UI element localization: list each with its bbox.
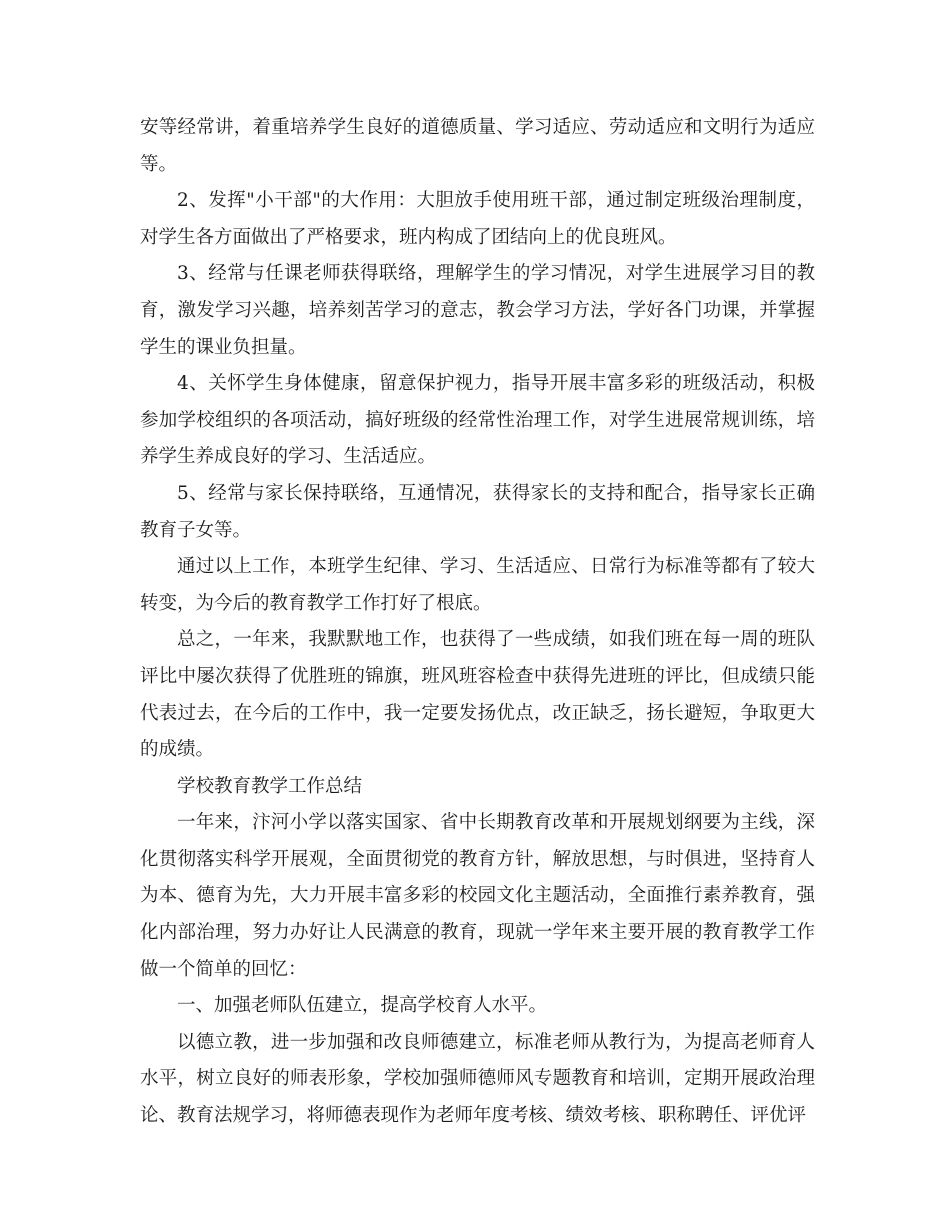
paragraph-item-4: 4、关怀学生身体健康，留意保护视力，指导开展丰富多彩的班级活动，积极参加学校组织的各项活动，搞好班级的经常性治理工作，对学生进展常规训练，培养学生养成良好的学习、生活适应。 xyxy=(140,373,815,468)
paragraph-item-5: 5、经常与家长保持联络，互通情况，获得家长的支持和配合，指导家长正确教育子女等。 xyxy=(140,482,815,541)
paragraph-continuation: 安等经常讲，着重培养学生良好的道德质量、学习适应、劳动适应和文明行为适应等。 xyxy=(140,117,815,175)
section-title: 学校教育教学工作总结 xyxy=(177,775,363,797)
paragraph-item-2: 2、发挥"小干部"的大作用：大胆放手使用班干部，通过制定班级治理制度，对学生各方面做出了严格要求，班内构成了团结向上的优良班风。 xyxy=(140,190,815,248)
paragraph-conclusion: 总之，一年来，我默默地工作，也获得了一些成绩，如我们班在每一周的班队评比中屡次获得了优胜班的锦旗，班风班容检查中获得先进班的评比，但成绩只能代表过去，在今后的工作中，我一定要发扬优点，改正缺乏，扬长避短，争取更大的成绩。 xyxy=(140,629,815,761)
paragraph-intro: 一年来，汴河小学以落实国家、省中长期教育改革和开展规划纲要为主线，深化贯彻落实科学开展观，全面贯彻党的教育方针，解放思想，与时俱进，坚持育人为本、德育为先，大力开展丰富多彩的校园文化主题活动，全面推行素养教育，强化内部治理，努力办好让人民满意的教育，现就一学年来主要开展的教育教学工作做一个简单的回忆： xyxy=(140,812,815,980)
paragraph-item-3: 3、经常与任课老师获得联络，理解学生的学习情况，对学生进展学习目的教育，激发学习兴趣，培养刻苦学习的意志，教会学习方法，学好各门功课，并掌握学生的课业负担量。 xyxy=(140,263,815,358)
paragraph-summary: 通过以上工作，本班学生纪律、学习、生活适应、日常行为标准等都有了较大转变，为今后的教育教学工作打好了根底。 xyxy=(140,556,815,614)
paragraph-teacher-ethics: 以德立教，进一步加强和改良师德建立，标准老师从教行为，为提高老师育人水平，树立良好的师表形象，学校加强师德师风专题教育和培训，定期开展政治理论、教育法规学习，将师德表现作为老师年度考核、绩效考核、职称聘任、评优评 xyxy=(140,1031,815,1127)
section-heading-1: 一、加强老师队伍建立，提高学校育人水平。 xyxy=(177,995,548,1017)
document-body xyxy=(140,110,815,1135)
